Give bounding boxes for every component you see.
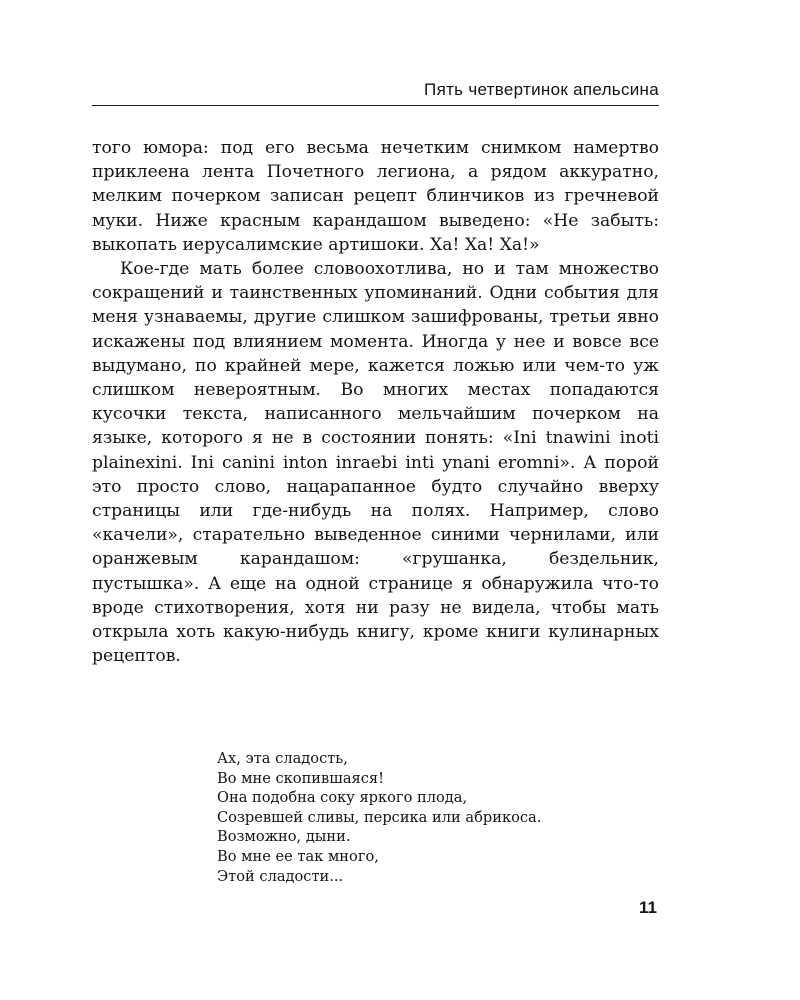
poem-line: Созревшей сливы, персика или абрикоса. — [217, 808, 542, 826]
running-head-title: Пять четвертинок апельсина — [424, 80, 659, 99]
poem-block — [217, 749, 657, 886]
header-rule — [92, 105, 659, 106]
body-text — [92, 136, 659, 668]
page-number: 11 — [639, 898, 657, 917]
poem-line: Во мне скопившаяся! — [217, 769, 384, 787]
poem-line: Возможно, дыни. — [217, 828, 351, 846]
poem-line: Она подобна соку яркого плода, — [217, 789, 468, 807]
poem-line: Во мне ее так много, — [217, 847, 379, 865]
paragraph-continued: того юмора: под его весьма нечетким снимком намертво приклеена лента Почетного легиона, а рядом аккуратно, мелким почерком записан рецепт блинчиков из гречневой муки. Ниже красным карандашом выведено: «Не забыть: выкопать иерусалимские артишоки. Ха! Ха! Ха!» — [92, 138, 659, 255]
poem-line: Этой сладости... — [217, 867, 344, 885]
poem-line: Ах, эта сладость, — [217, 750, 348, 767]
paragraph-mother-notes: Кое-где мать более словоохотлива, но и там множество сокращений и таинственных упоминаний. Одни события для меня узнаваемы, другие слишком зашифрованы, третьи явно искажены под влиянием момента. Иногда у нее и вовсе все выдумано, по крайней мере, кажется ложью или чем-то уж слишком невероятным. Во многих местах попадаются кусочки текста, написанного мельчайшим почерком на языке, которого я не в состоянии понять: «Ini tnawini inoti plainexini. Ini canini inton inraebi inti ynani eromni». А порой это просто слово, нацарапанное будто случайно вверху страницы или где-нибудь на полях. Например, слово «качели», старательно выведенное синими чернилами, или оранжевым карандашом: «грушанка, бездельник, пустышка». А еще на одной странице я обнаружила что-то вроде стихотворения, хотя ни разу не видела, чтобы мать открыла хоть какую-нибудь книгу, кроме книги кулинарных рецептов. — [92, 259, 659, 667]
